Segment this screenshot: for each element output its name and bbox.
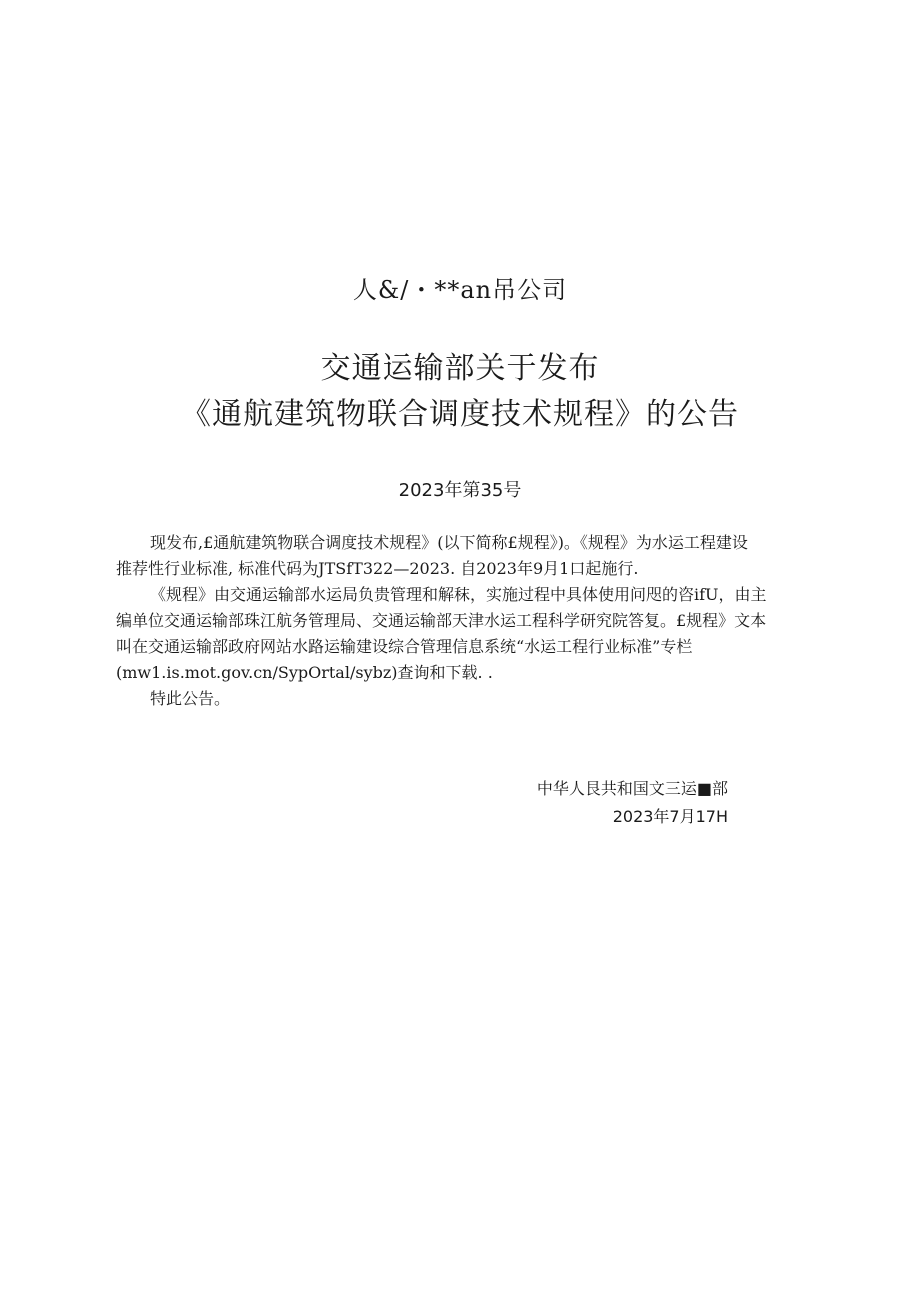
paragraph-2-line-2: 编单位交通运输部珠江航务管理局、交通运输部天津水运工程科学研究院答复。£规程》文本 (116, 611, 767, 630)
issuing-organization: 中华人艮共和国文三运■部 (536, 779, 728, 798)
issue-date: 2023年7月17H (612, 807, 728, 826)
paragraph-2-line-3: 叫在交通运输部政府网站水路运输建设综合管理信息系统“水运工程行业标准”专栏 (116, 637, 693, 656)
letterhead: 人&/・**an吊公司 (352, 276, 568, 304)
title-line-1: 交通运输部关于发布 (320, 351, 600, 386)
paragraph-1-line-2: 推荐性行业标准, 标准代码为JTSfT322—2023. 自2023年9月1口起施行. (116, 559, 639, 578)
announcement-body (116, 530, 806, 712)
paragraph-3: 特此公告。 (150, 689, 231, 708)
paragraph-2-line-1: 《规程》由交通运输部水运局负贵管理和解秣，实施过程中具体使用问咫的咨ifU，由主 (150, 585, 767, 604)
paragraph-1-line-1: 现发布,£通航建筑物联合调度技术规程》(以下简称£规程》)。《规程》为水运工程建设 (150, 533, 748, 552)
paragraph-2-line-4: (mw1.is.mot.gov.cn/SypOrtal/sybz)查询和下载. . (116, 663, 493, 682)
announcement-title (0, 346, 920, 438)
document-number: 2023年第35号 (398, 480, 522, 501)
title-line-2: 《通航建筑物联合调度技术规程》的公告 (181, 397, 739, 432)
